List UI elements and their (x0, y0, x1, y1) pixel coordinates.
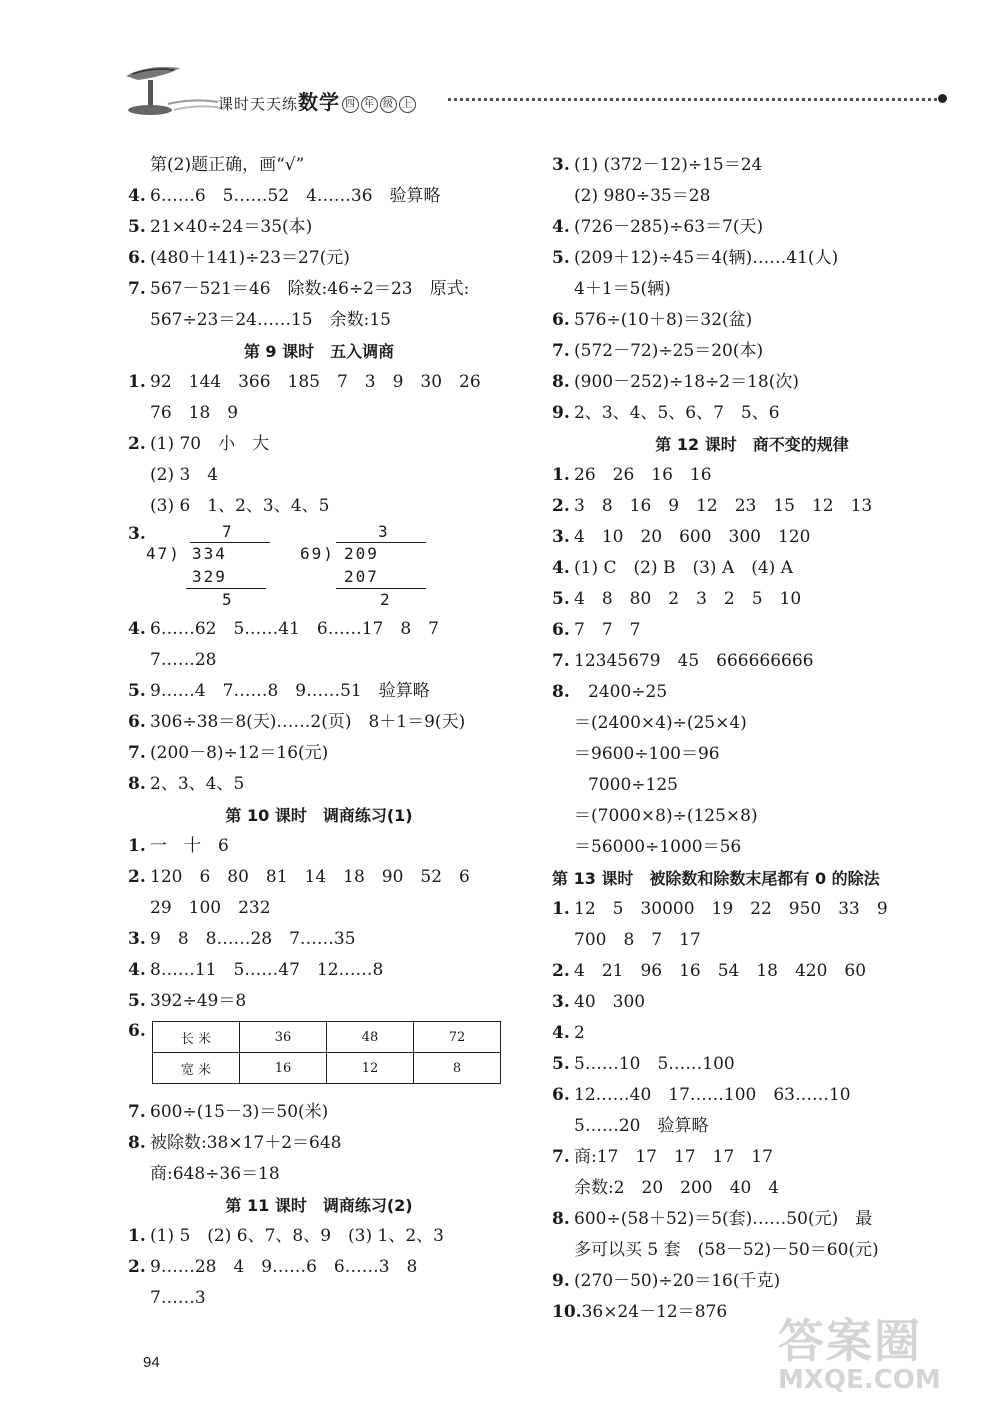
table-cell: 长 米 (153, 1022, 240, 1053)
answer-line: 567÷23＝24……15 余数:15 (150, 310, 391, 330)
answer-line: 5. 5……10 5……100 (552, 1054, 735, 1074)
answer-line: 第(2)题正确，画“√” (150, 155, 305, 175)
left-column (128, 150, 510, 1314)
answer-line: 2. 3 8 16 9 12 23 15 12 13 (552, 496, 873, 516)
answer-line: 9. 2、3、4、5、6、7 5、6 (552, 403, 780, 423)
answer-line: 2. (1) 70 小 大 (128, 434, 270, 454)
answer-line: 8. (900－252)÷18÷2＝18(次) (552, 372, 799, 392)
table-cell: 72 (414, 1022, 501, 1053)
answer-line: 7……28 (150, 650, 217, 670)
answer-line: 3. 4 10 20 600 300 120 (552, 527, 811, 547)
answer-line: 5. (209＋12)÷45＝4(辆)……41(人) (552, 248, 839, 268)
answer-line: 4. 6……6 5……52 4……36 验算略 (128, 186, 441, 206)
answer-line: 7. (200－8)÷12＝16(元) (128, 743, 329, 763)
answer-line: 8. 2、3、4、5 (128, 774, 245, 794)
section-title: 第 13 课时 被除数和除数末尾都有 0 的除法 (552, 869, 880, 888)
answer-line: (3) 6 1、2、3、4、5 (150, 496, 330, 516)
table-row (153, 1053, 501, 1084)
header-dotted-rule (448, 98, 943, 101)
long-division-answers: 3. 7 47) 334 329 5 3 69) 209 207 2 (128, 522, 510, 614)
table-cell: 宽 米 (153, 1053, 240, 1084)
section-title: 第 12 课时 商不变的规律 (655, 435, 849, 454)
answer-line: 1. (1) 5 (2) 6、7、8、9 (3) 1、2、3 (128, 1226, 444, 1246)
answer-line: 700 8 7 17 (574, 930, 701, 950)
lamp-logo-icon (118, 58, 228, 122)
section-title: 第 11 课时 调商练习(2) (225, 1196, 413, 1215)
table-cell: 8 (414, 1053, 501, 1084)
header-title: 课时天天练数学 四 年 级 上 (218, 86, 416, 115)
answer-line: 29 100 232 (150, 898, 271, 918)
section-title: 第 9 课时 五入调商 (243, 342, 395, 361)
answer-line: ＝56000÷1000＝56 (574, 837, 742, 857)
answer-line: 8. 被除数:38×17＋2＝648 (128, 1133, 342, 1153)
answer-line: 6. 12……40 17……100 63……10 (552, 1085, 851, 1105)
answer-line: (2) 980÷35＝28 (574, 186, 711, 206)
answer-line: 5……20 验算略 (574, 1116, 709, 1136)
answer-line: 1. 26 26 16 16 (552, 465, 712, 485)
answer-line: 4. 6……62 5……41 6……17 8 7 (128, 619, 439, 639)
answer-line: 8. 2400÷25 (552, 682, 668, 702)
answer-line: 2. 120 6 80 81 14 18 90 52 6 (128, 867, 470, 887)
answer-line: 7. 12345679 45 666666666 (552, 651, 814, 671)
answer-line: 6. 306÷38＝8(天)……2(页) 8＋1＝9(天) (128, 712, 466, 732)
long-division-1: 7 47) 334 329 5 (146, 522, 256, 614)
answer-line: 7……3 (150, 1288, 206, 1308)
table-row (153, 1022, 501, 1053)
answer-line: 1. 一 十 6 (128, 836, 229, 856)
answer-line: 7. (572－72)÷25＝20(本) (552, 341, 764, 361)
long-division-2: 3 69) 209 207 2 (300, 522, 410, 614)
answer-line: 4. 2 (552, 1023, 585, 1043)
answer-line: 6. (480＋141)÷23＝27(元) (128, 248, 350, 268)
answer-line: 5. 21×40÷24＝35(本) (128, 217, 313, 237)
length-width-table (152, 1021, 501, 1084)
table-cell: 16 (240, 1053, 327, 1084)
answer-line: 4＋1＝5(辆) (574, 279, 671, 299)
table-cell: 36 (240, 1022, 327, 1053)
watermark (778, 1305, 988, 1410)
answer-line: 2. 9……28 4 9……6 6……3 8 (128, 1257, 418, 1277)
answer-line: ＝(2400×4)÷(25×4) (574, 713, 747, 733)
answer-line: 7000÷125 (588, 775, 678, 795)
answer-line: 2. 4 21 96 16 54 18 420 60 (552, 961, 867, 981)
page-number: 94 (143, 1354, 160, 1371)
answer-line: 4. 8……11 5……47 12……8 (128, 960, 384, 980)
answer-line: 4. (1) C (2) B (3) A (4) A (552, 558, 793, 578)
answer-line: 5. 4 8 80 2 3 2 5 10 (552, 589, 802, 609)
answer-line: 多可以买 5 套 (58－52)－50＝60(元) (574, 1240, 879, 1260)
answer-line: 6. 7 7 7 (552, 620, 641, 640)
answer-line: 4. (726－285)÷63＝7(天) (552, 217, 764, 237)
watermark-url: MXQE.COM (778, 1365, 941, 1395)
answer-line: 10.36×24－12＝876 (552, 1302, 728, 1322)
answer-line: 余数:2 20 200 40 4 (574, 1178, 780, 1198)
watermark-text: 答案圈 (778, 1314, 922, 1368)
right-column (552, 150, 952, 1328)
answer-line: 3. (1) (372－12)÷15＝24 (552, 155, 763, 175)
answer-line: ＝(7000×8)÷(125×8) (574, 806, 758, 826)
answer-line: 6. 576÷(10＋8)＝32(盆) (552, 310, 753, 330)
answer-line: 3. 9 8 8……28 7……35 (128, 929, 356, 949)
answer-line: 7. 商:17 17 17 17 17 (552, 1147, 773, 1167)
header-end-dot-icon (938, 94, 947, 103)
answer-line: 商:648÷36＝18 (150, 1164, 280, 1184)
answer-line: ＝9600÷100＝96 (574, 744, 720, 764)
answer-line: 7. 567－521＝46 除数:46÷2＝23 原式: (128, 279, 470, 299)
answer-line: 76 18 9 (150, 403, 239, 423)
answer-line: 8. 600÷(58＋52)＝5(套)……50(元) 最 (552, 1209, 873, 1229)
table-cell: 12 (327, 1053, 414, 1084)
answer-line: (2) 3 4 (150, 465, 219, 485)
answer-line: 3. 40 300 (552, 992, 646, 1012)
section-title: 第 10 课时 调商练习(1) (225, 806, 413, 825)
answer-line: 1. 12 5 30000 19 22 950 33 9 (552, 899, 888, 919)
answer-line: 7. 600÷(15－3)＝50(米) (128, 1102, 329, 1122)
page-header (118, 58, 978, 122)
table-cell: 48 (327, 1022, 414, 1053)
answer-line: 5. 9……4 7……8 9……51 验算略 (128, 681, 430, 701)
answer-line: 9. (270－50)÷20＝16(千克) (552, 1271, 781, 1291)
answer-line: 5. 392÷49＝8 (128, 991, 247, 1011)
answer-line: 1. 92 144 366 185 7 3 9 30 26 (128, 372, 481, 392)
length-width-table-answer: 6. 长 米 36 48 72 宽 米 16 12 8 (128, 1017, 510, 1097)
